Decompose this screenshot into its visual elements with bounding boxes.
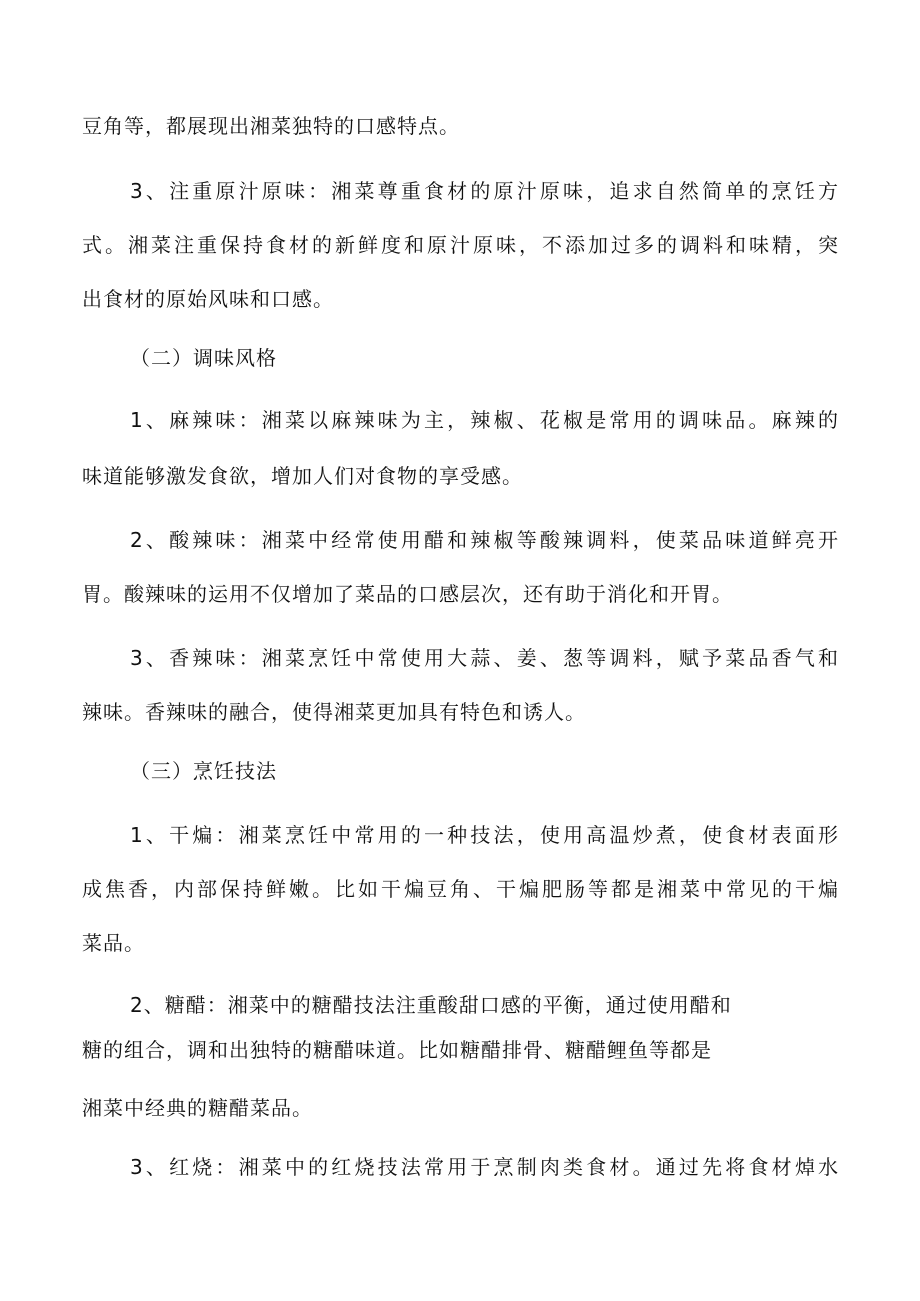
text-line: 3、香辣味：湘菜烹饪中常使用大蒜、姜、葱等调料，赋予菜品香气和 bbox=[130, 646, 838, 670]
section-heading: （二）调味风格 bbox=[130, 346, 277, 370]
text-line: 辣味。香辣味的融合，使得湘菜更加具有特色和诱人。 bbox=[82, 700, 586, 724]
text-line: 胃。酸辣味的运用不仅增加了菜品的口感层次，还有助于消化和开胃。 bbox=[82, 582, 733, 606]
text-line: 味道能够激发食欲，增加人们对食物的享受感。 bbox=[82, 464, 523, 488]
text-line: 1、麻辣味：湘菜以麻辣味为主，辣椒、花椒是常用的调味品。麻辣的 bbox=[130, 408, 838, 432]
text-line: 2、糖醋：湘菜中的糖醋技法注重酸甜口感的平衡，通过使用醋和 bbox=[130, 993, 732, 1017]
text-line: 式。湘菜注重保持食材的新鲜度和原汁原味，不添加过多的调料和味精，突 bbox=[82, 233, 838, 257]
text-line: 豆角等，都展现出湘菜独特的口感特点。 bbox=[82, 114, 460, 138]
text-line: 糖的组合，调和出独特的糖醋味道。比如糖醋排骨、糖醋鲤鱼等都是 bbox=[82, 1038, 712, 1062]
text-line: 出食材的原始风味和口感。 bbox=[82, 287, 334, 311]
text-line: 3、注重原汁原味：湘菜尊重食材的原汁原味，追求自然简单的烹饪方 bbox=[130, 179, 838, 203]
text-line: 3、红烧：湘菜中的红烧技法常用于烹制肉类食材。通过先将食材焯水 bbox=[130, 1155, 838, 1179]
text-line: 1、干煸：湘菜烹饪中常用的一种技法，使用高温炒煮，使食材表面形 bbox=[130, 823, 838, 847]
text-line: 2、酸辣味：湘菜中经常使用醋和辣椒等酸辣调料，使菜品味道鲜亮开 bbox=[130, 528, 838, 552]
text-line: 菜品。 bbox=[82, 931, 145, 955]
text-line: 成焦香，内部保持鲜嫩。比如干煸豆角、干煸肥肠等都是湘菜中常见的干煸 bbox=[82, 877, 838, 901]
text-line: 湘菜中经典的糖醋菜品。 bbox=[82, 1096, 313, 1120]
section-heading: （三）烹饪技法 bbox=[130, 759, 277, 783]
